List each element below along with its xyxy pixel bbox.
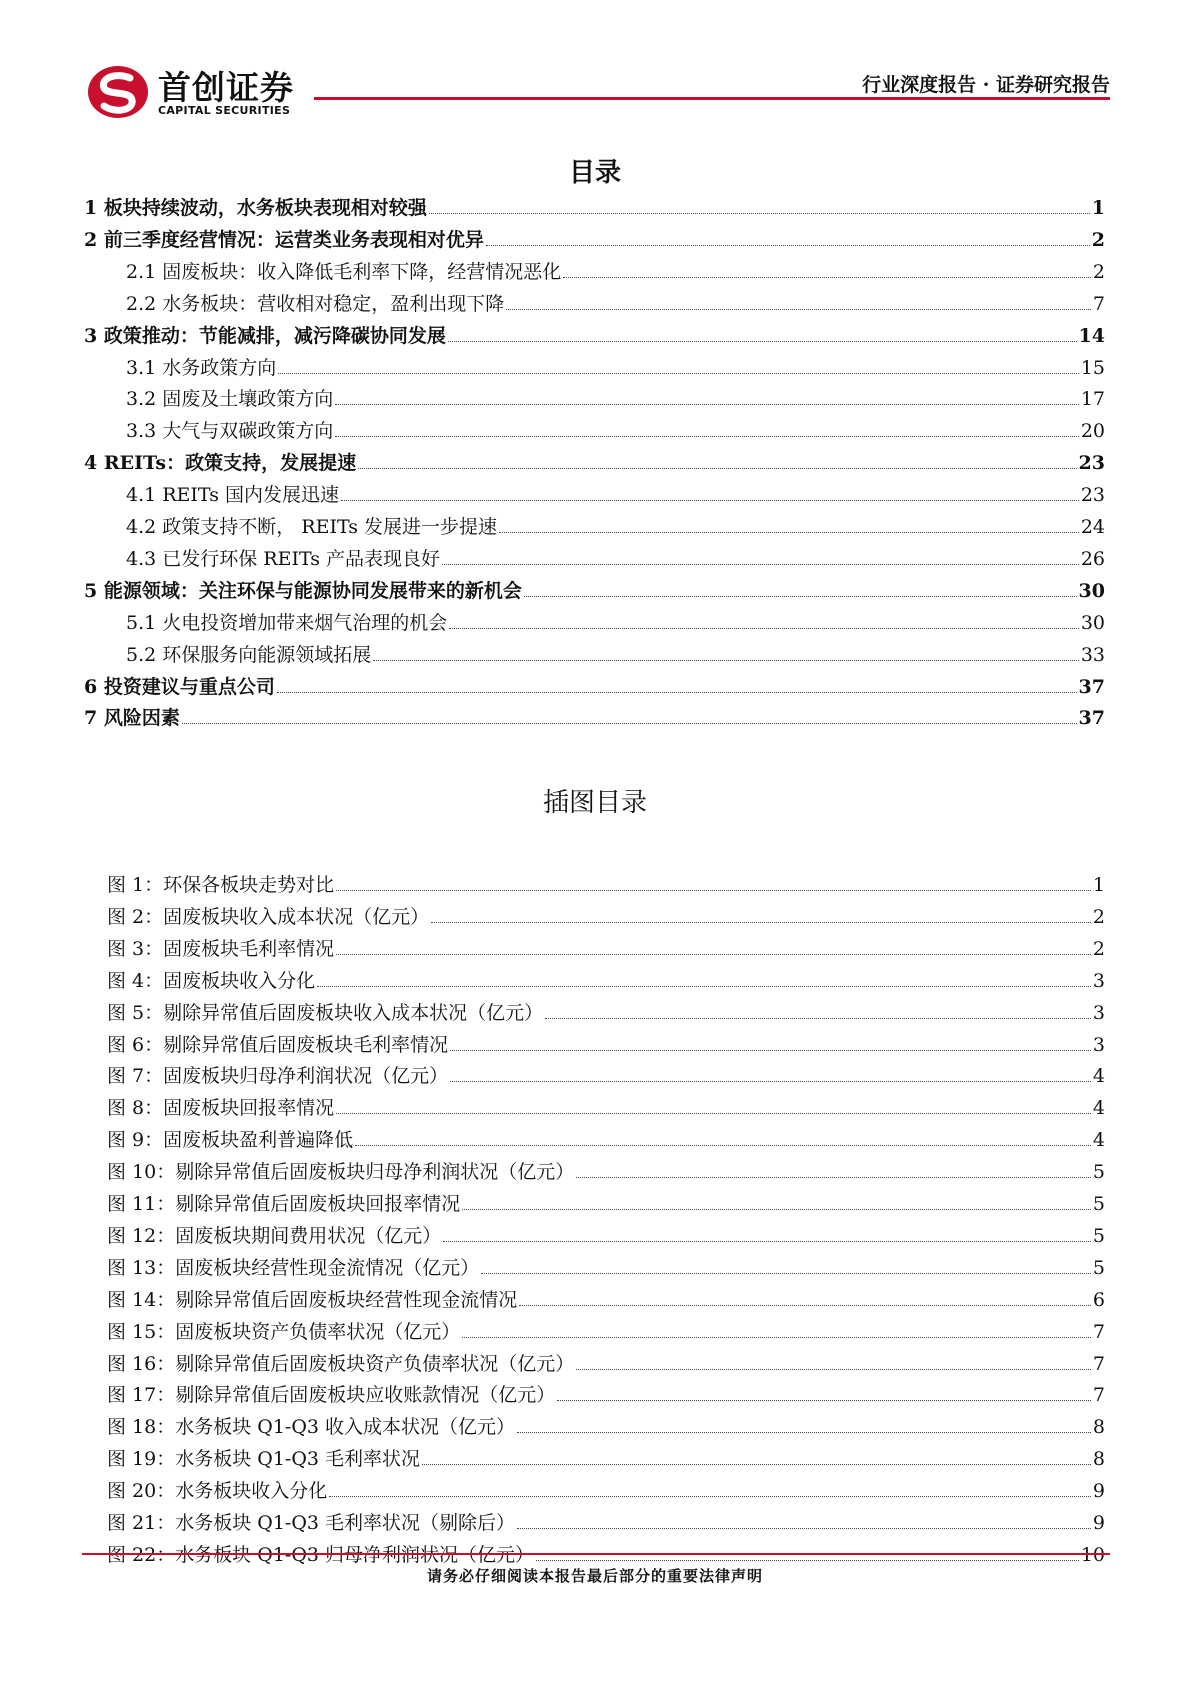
figure-entry[interactable]: [107, 1287, 1105, 1313]
dot-leader: [486, 245, 1090, 246]
dot-leader: [358, 468, 1076, 469]
figure-entry[interactable]: [107, 1032, 1105, 1058]
figure-entry[interactable]: [107, 1510, 1105, 1536]
toc-title: 目录: [568, 158, 621, 188]
dot-leader: [429, 213, 1090, 214]
footer-divider: [82, 1553, 1110, 1555]
figure-entry-page-number: 7: [1092, 1320, 1105, 1343]
toc-entry[interactable]: [84, 323, 1105, 349]
figure-entry-label: 图 2：固废板块收入成本状况（亿元）: [107, 905, 430, 928]
dot-leader: [329, 1496, 1091, 1497]
figure-entry[interactable]: [107, 1478, 1105, 1504]
toc-entry[interactable]: [84, 227, 1105, 253]
toc-entry[interactable]: [126, 514, 1105, 540]
figure-entry-label: 图 9：固废板块盈利普遍降低: [107, 1129, 354, 1152]
figure-entry-page-number: 9: [1092, 1512, 1105, 1534]
dot-leader: [462, 1209, 1091, 1210]
figure-entry[interactable]: [107, 872, 1105, 898]
toc-entry-label: 6 投资建议与重点公司: [84, 675, 275, 698]
figure-entry[interactable]: [107, 1000, 1105, 1026]
toc-entry-page-number: 37: [1078, 675, 1105, 698]
toc-entry-label: 2 前三季度经营情况：运营类业务表现相对优异: [84, 228, 484, 251]
figure-entry-page-number: 6: [1092, 1288, 1105, 1311]
toc-entry-page-number: 33: [1080, 643, 1105, 666]
toc-entry-page-number: 23: [1078, 452, 1105, 475]
figure-entry-label: 图 10：剔除异常值后固废板块归母净利润状况（亿元）: [107, 1161, 575, 1184]
figure-entry-label: 图 16：剔除异常值后固废板块资产负债率状况（亿元）: [107, 1352, 575, 1375]
report-type: 行业深度报告 · 证券研究报告: [862, 74, 1110, 96]
dot-leader: [481, 1273, 1091, 1274]
figure-entry[interactable]: [107, 1351, 1105, 1377]
figure-entry[interactable]: [107, 968, 1105, 994]
dot-leader: [563, 277, 1091, 278]
dot-leader: [449, 628, 1079, 629]
page-header: [0, 0, 1190, 117]
dot-leader: [278, 373, 1079, 374]
toc-entry[interactable]: [84, 674, 1105, 700]
toc-entry-label: 5 能源领域：关注环保与能源协同发展带来的新机会: [84, 579, 522, 602]
figure-entry-label: 图 15：固废板块资产负债率状况（亿元）: [107, 1320, 461, 1343]
toc-entry-page-number: 24: [1080, 516, 1105, 538]
figure-entry[interactable]: [107, 1255, 1105, 1281]
dot-leader: [462, 1337, 1091, 1338]
dot-leader: [517, 1432, 1091, 1433]
toc-entry-page-number: 26: [1080, 547, 1105, 570]
dot-leader: [517, 1528, 1091, 1529]
figure-entry-label: 图 14：剔除异常值后固废板块经营性现金流情况: [107, 1288, 518, 1311]
dot-leader: [341, 500, 1079, 501]
figure-entry[interactable]: [107, 1414, 1105, 1440]
figure-entry-page-number: 9: [1092, 1480, 1105, 1503]
figure-entry-page-number: 3: [1092, 969, 1105, 992]
header-divider: [314, 97, 1110, 100]
toc-entry[interactable]: [84, 705, 1105, 731]
figure-entry-label: 图 8：固废板块回报率情况: [107, 1097, 335, 1120]
dot-leader: [443, 1241, 1091, 1242]
toc-entry-page-number: 30: [1078, 579, 1105, 602]
figure-entry[interactable]: [107, 1446, 1105, 1472]
dot-leader: [524, 596, 1077, 597]
dot-leader: [335, 404, 1079, 405]
toc-entry[interactable]: [126, 610, 1105, 636]
figure-entry-page-number: 4: [1092, 1065, 1105, 1088]
toc-entry[interactable]: [126, 259, 1105, 285]
figure-entry-page-number: 7: [1092, 1384, 1105, 1407]
toc-entry[interactable]: [84, 450, 1105, 476]
dot-leader: [519, 1305, 1091, 1306]
toc-entry-label: 2.2 水务板块：营收相对稳定，盈利出现下降: [126, 292, 505, 315]
dot-leader: [545, 1018, 1091, 1019]
dot-leader: [431, 922, 1091, 923]
figure-entry-label: 图 13：固废板块经营性现金流情况（亿元）: [107, 1256, 480, 1279]
figure-entry-page-number: 8: [1092, 1416, 1105, 1439]
dot-leader: [448, 341, 1077, 342]
toc-entry-label: 7 风险因素: [84, 707, 180, 730]
toc-entry[interactable]: [126, 642, 1105, 668]
toc-entry-label: 4.3 已发行环保 REITs 产品表现良好: [126, 547, 441, 570]
figure-entry[interactable]: [107, 936, 1105, 962]
figure-entry[interactable]: [107, 1191, 1105, 1217]
figure-entry-label: 图 1：环保各板块走势对比: [107, 874, 335, 896]
dot-leader: [576, 1369, 1091, 1370]
legal-notice: 请务必仔细阅读本报告最后部分的重要法律声明: [426, 1567, 763, 1585]
figure-entry[interactable]: [107, 1063, 1105, 1089]
figure-entry-label: 图 11：剔除异常值后固废板块回报率情况: [107, 1193, 461, 1215]
figure-entry-label: 图 4：固废板块收入分化: [107, 969, 316, 992]
figure-entry-label: 图 12：固废板块期间费用状况（亿元）: [107, 1224, 442, 1247]
dot-leader: [499, 532, 1079, 533]
figure-entry-page-number: 4: [1092, 1129, 1105, 1152]
toc-entry-label: 5.1 火电投资增加带来烟气治理的机会: [126, 611, 448, 634]
toc-entry-page-number: 7: [1092, 292, 1105, 315]
figure-entry-page-number: 5: [1092, 1161, 1105, 1184]
toc-entry[interactable]: [126, 386, 1105, 412]
dot-leader: [336, 954, 1091, 955]
figure-entry-label: 图 17：剔除异常值后固废板块应收账款情况（亿元）: [107, 1384, 556, 1407]
figure-entry-label: 图 3：固废板块毛利率情况: [107, 937, 335, 960]
figure-entry-page-number: 5: [1092, 1224, 1105, 1247]
figure-entry-page-number: 3: [1092, 1033, 1105, 1056]
dot-leader: [373, 660, 1079, 661]
figure-entry-page-number: 5: [1092, 1256, 1105, 1279]
toc-entry-label: 3.2 固废及土壤政策方向: [126, 388, 334, 411]
figure-entry-page-number: 5: [1092, 1193, 1105, 1215]
figure-entry-page-number: 2: [1092, 937, 1105, 960]
toc-entry-page-number: 17: [1080, 388, 1105, 411]
figure-entry-label: 图 6：剔除异常值后固废板块毛利率情况: [107, 1033, 449, 1056]
dot-leader: [557, 1400, 1091, 1401]
dot-leader: [536, 1560, 1079, 1561]
toc-entry-label: 2.1 固废板块：收入降低毛利率下降，经营情况恶化: [126, 260, 562, 283]
figure-entry-label: 图 5：剔除异常值后固废板块收入成本状况（亿元）: [107, 1001, 544, 1024]
figure-entry-label: 图 7：固废板块归母净利润状况（亿元）: [107, 1065, 449, 1088]
dot-leader: [576, 1177, 1091, 1178]
toc-entry[interactable]: [126, 291, 1105, 317]
figure-list-title: 插图目录: [542, 788, 647, 818]
dot-leader: [336, 1113, 1091, 1114]
toc-entry-page-number: 37: [1078, 707, 1105, 730]
toc-entry-page-number: 15: [1080, 356, 1105, 379]
capital-securities-logo: [86, 64, 150, 120]
figure-entry-page-number: 1: [1092, 874, 1105, 896]
toc-entry[interactable]: [84, 195, 1105, 221]
toc-entry-page-number: 23: [1080, 484, 1105, 507]
dot-leader: [442, 564, 1079, 565]
dot-leader: [506, 309, 1091, 310]
toc-entry-label: 4 REITs：政策支持，发展提速: [84, 452, 357, 475]
figure-entry[interactable]: [107, 1382, 1105, 1408]
toc-entry-page-number: 1: [1091, 197, 1105, 219]
toc-entry-page-number: 14: [1078, 324, 1105, 347]
figure-entry-page-number: 2: [1092, 905, 1105, 928]
brand-name-en: CAPITAL SECURITIES: [158, 104, 291, 117]
toc-entry-label: 5.2 环保服务向能源领域拓展: [126, 643, 372, 666]
toc-entry[interactable]: [84, 578, 1105, 604]
toc-entry[interactable]: [126, 418, 1105, 444]
figure-entry[interactable]: [107, 1127, 1105, 1153]
figure-entry[interactable]: [107, 1319, 1105, 1345]
toc-entry-page-number: 30: [1080, 611, 1105, 634]
figure-entry-label: 图 18：水务板块 Q1-Q3 收入成本状况（亿元）: [107, 1416, 516, 1439]
dot-leader: [422, 1464, 1091, 1465]
toc-entry-label: 3 政策推动：节能减排，减污降碳协同发展: [84, 324, 446, 347]
dot-leader: [277, 692, 1077, 693]
toc-entry[interactable]: [126, 482, 1105, 508]
dot-leader: [182, 723, 1077, 724]
toc-entry-label: 1 板块持续波动，水务板块表现相对较强: [84, 197, 427, 219]
figure-entry-page-number: 3: [1092, 1001, 1105, 1024]
toc-entry[interactable]: [126, 355, 1105, 381]
toc-entry-page-number: 20: [1080, 420, 1105, 443]
dot-leader: [317, 986, 1091, 987]
figure-entry-label: 图 19：水务板块 Q1-Q3 毛利率状况: [107, 1448, 421, 1471]
figure-entry-label: 图 21：水务板块 Q1-Q3 毛利率状况（剔除后）: [107, 1512, 516, 1534]
toc-entry-page-number: 2: [1092, 260, 1105, 283]
dot-leader: [355, 1145, 1091, 1146]
dot-leader: [450, 1081, 1091, 1082]
toc-entry-label: 4.1 REITs 国内发展迅速: [126, 484, 340, 507]
figure-entry-page-number: 8: [1092, 1448, 1105, 1471]
dot-leader: [335, 436, 1079, 437]
toc-entry[interactable]: [126, 546, 1105, 572]
toc-entry-label: 3.1 水务政策方向: [126, 356, 277, 379]
figure-entry-page-number: 4: [1092, 1097, 1105, 1120]
brand-name-cn: 首创证券: [158, 68, 294, 107]
toc-entry-label: 3.3 大气与双碳政策方向: [126, 420, 334, 443]
dot-leader: [336, 890, 1091, 891]
figure-entry[interactable]: [107, 1095, 1105, 1121]
figure-entry[interactable]: [107, 1159, 1105, 1185]
dot-leader: [450, 1050, 1091, 1051]
toc-entry-label: 4.2 政策支持不断， REITs 发展进一步提速: [126, 516, 498, 538]
figure-entry[interactable]: [107, 904, 1105, 930]
figure-entry-label: 图 20：水务板块收入分化: [107, 1480, 328, 1503]
toc-entry-page-number: 2: [1091, 228, 1105, 251]
figure-entry[interactable]: [107, 1223, 1105, 1249]
figure-entry-page-number: 7: [1092, 1352, 1105, 1375]
